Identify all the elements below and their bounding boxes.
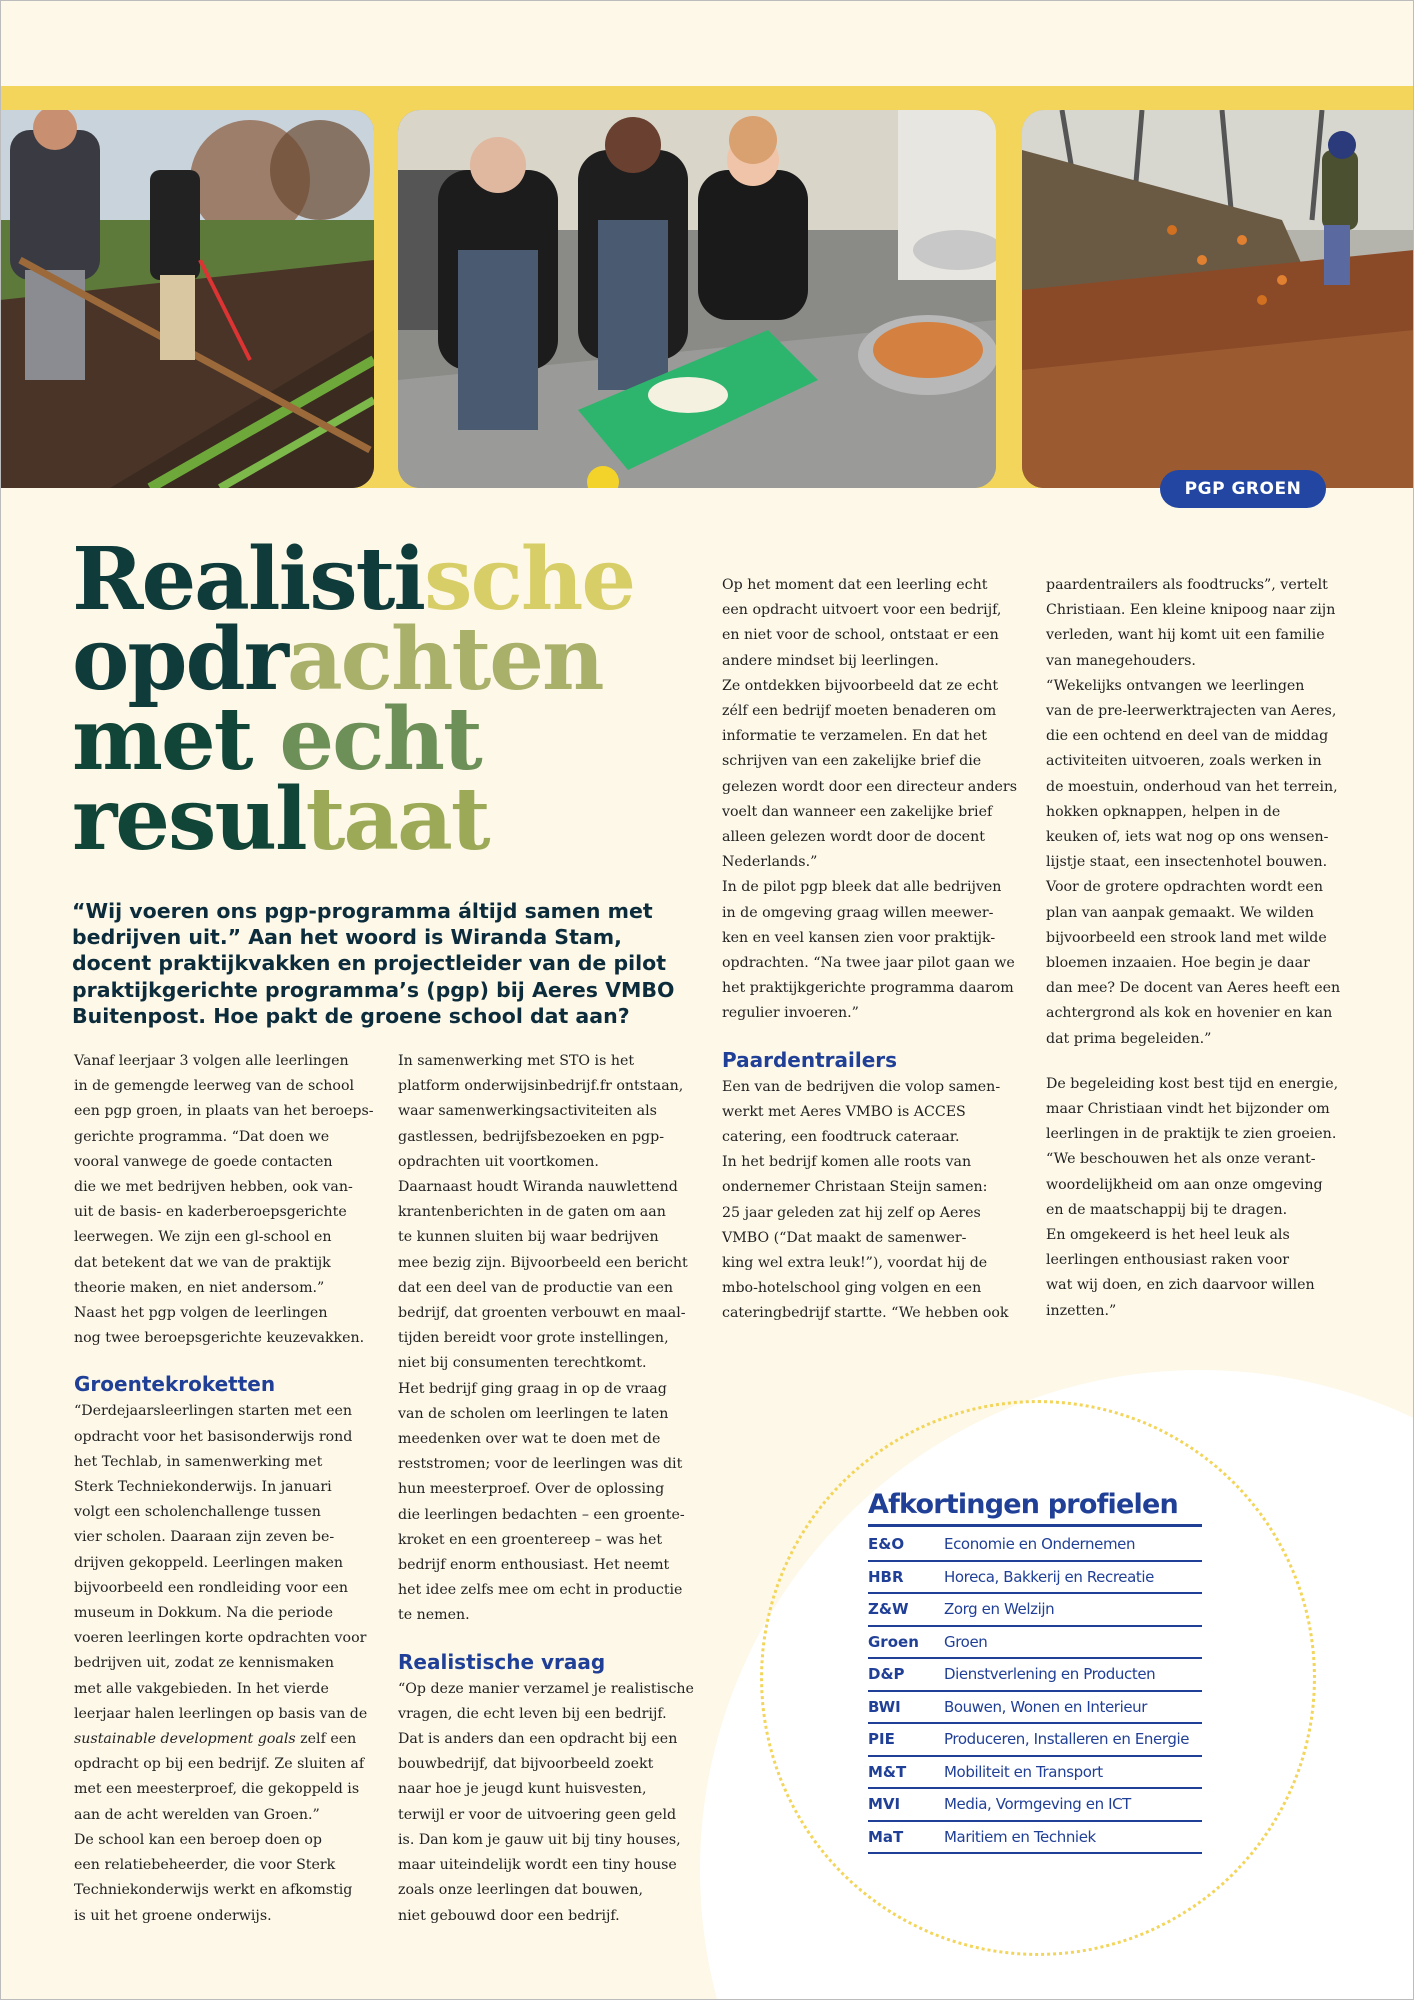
body-line: drijven gekoppeld. Leerlingen maken [74,1554,344,1571]
body-line: die een ochtend en deel van de middag [1046,728,1329,745]
body-line: opdrachten uit voortkomen. [398,1153,599,1170]
body-line: vooral vanwege de goede contacten [74,1153,333,1170]
body-line-italic: sustainable development goals zelf een [74,1731,357,1748]
body-line: bijvoorbeeld een rondleiding voor een [74,1579,349,1596]
body-line: die we met bedrijven hebben, ook van- [74,1179,353,1196]
body-line: Dat is anders dan een opdracht bij een [398,1731,678,1748]
body-line: verleden, want hij komt uit een familie [1046,627,1325,644]
body-line: bouwbedrijf, dat bijvoorbeeld zoekt [398,1756,654,1773]
body-line: platform onderwijsinbedrijf.fr ontstaan, [398,1078,684,1095]
body-line: Daarnaast houdt Wiranda nauwlettend [398,1179,678,1196]
body-line: vier scholen. Daaraan zijn zeven be- [74,1529,335,1546]
body-line: woordelijkheid om aan onze omgeving [1046,1176,1323,1193]
body-line: gastlessen, bedrijfsbezoeken en pgp- [398,1128,664,1145]
body-line: Sterk Techniekonderwijs. In januari [74,1479,332,1496]
abbreviation-row: D&P Dienstverlening en Producten [868,1659,1202,1692]
body-line: hokken opknappen, helpen in de [1046,803,1281,820]
body-line: het idee zelfs mee om echt in productie [398,1582,683,1599]
title-line-4: resultaat [72,768,489,870]
body-line: niet gebouwd door een bedrijf. [398,1907,620,1924]
body-line: maar uiteindelijk wordt een tiny house [398,1857,677,1874]
subheading-groentekroketten: Groentekroketten [74,1372,276,1397]
body-line: plan van aanpak gemaakt. We wilden [1046,904,1314,921]
body-line: VMBO (“Dat maakt de samenwer- [722,1229,967,1246]
body-line: hun meesterproef. Over de oplossing [398,1481,665,1498]
body-line: van de scholen om leerlingen te laten [398,1405,669,1422]
body-line: gerichte programma. “Dat doen we [74,1128,330,1145]
body-line: Ze ontdekken bijvoorbeeld dat ze echt [722,677,999,694]
body-line: het Techlab, in samenwerking met [74,1453,323,1470]
abbreviation-row: PIE Produceren, Installeren en Energie [868,1724,1202,1757]
body-line: meedenken over wat te doen met de [398,1431,661,1448]
body-line: uit de basis- en kaderberoepsgerichte [74,1204,347,1221]
body-line: andere mindset bij leerlingen. [722,652,939,669]
body-line: mee bezig zijn. Bijvoorbeeld een bericht [398,1254,688,1271]
body-line: de moestuin, onderhoud van het terrein, [1046,778,1338,795]
body-line: zélf een bedrijf moeten benaderen om [722,703,997,720]
body-line: “Op deze manier verzamel je realistische [398,1680,694,1697]
body-line: In het bedrijf komen alle roots van [722,1154,972,1171]
abbreviation-row: MaT Maritiem en Techniek [868,1822,1202,1855]
body-line: catering, een foodtruck cateraar. [722,1129,960,1146]
abbreviation-row: MVI Media, Vormgeving en ICT [868,1789,1202,1822]
body-line: Voor de grotere opdrachten wordt een [1046,879,1323,896]
body-line: het praktijkgerichte programma daarom [722,980,1014,997]
subheading-realistische-vraag: Realistische vraag [398,1649,606,1674]
body-line: nog twee beroepsgerichte keuzevakken. [74,1330,365,1347]
body-line: opdracht voor het basisonderwijs rond [74,1428,353,1445]
body-line: mbo-hotelschool ging volgen en een [722,1280,982,1297]
body-line: Op het moment dat een leerling echt [722,577,988,593]
body-line: in de gemengde leerweg van de school [74,1078,355,1095]
body-line: ken en veel kansen zien voor praktijk- [722,929,996,946]
body-line: Nederlands.” [722,854,818,871]
title-line-2: opdrachten [72,608,603,710]
body-line: alleen gelezen wordt door de docent [722,829,985,846]
abbreviation-row: HBR Horeca, Bakkerij en Recreatie [868,1562,1202,1595]
abbreviations-box [868,1488,1202,1854]
body-line: voeren leerlingen korte opdrachten voor [74,1630,367,1647]
body-line: dat een deel van de productie van een [398,1279,673,1296]
body-line: activiteiten uitvoeren, zoals werken in [1046,753,1322,770]
body-line: van manegehouders. [1046,652,1196,669]
abbreviation-row: Groen Groen [868,1627,1202,1660]
body-line: De school kan een beroep doen op [74,1831,322,1848]
article-title [72,529,635,870]
body-line: dat betekent dat we van de praktijk [74,1254,331,1271]
body-line: is. Dan kom je gauw uit bij tiny houses, [398,1831,681,1848]
abbreviation-row: M&T Mobiliteit en Transport [868,1757,1202,1790]
body-line: een pgp groen, in plaats van het beroeps- [74,1103,374,1120]
abbreviation-row: Z&W Zorg en Welzijn [868,1594,1202,1627]
body-line: En omgekeerd is het heel leuk als [1046,1227,1290,1244]
body-line: en niet voor de school, ontstaat er een [722,627,999,644]
body-line: “Derdejaarsleerlingen starten met een [74,1403,353,1420]
body-line: leerjaar halen leerlingen op basis van de [74,1705,368,1722]
body-line: Naast het pgp volgen de leerlingen [74,1305,328,1322]
body-line: Christiaan. Een kleine knipoog naar zijn [1046,602,1336,619]
text-column-2 [398,1049,694,1929]
abbreviation-row: E&O Economie en Ondernemen [868,1529,1202,1562]
body-line: opdrachten. “Na twee jaar pilot gaan we [722,955,1015,972]
body-line: waar samenwerkingsactiviteiten als [398,1103,657,1120]
body-line: regulier invoeren.” [722,1005,859,1022]
photo-kitchen [398,110,996,488]
body-line: en de maatschappij bij te dragen. [1046,1201,1288,1218]
body-line: dan mee? De docent van Aeres heeft een [1046,980,1341,997]
body-line: bedrijf, dat groenten verbouwt en maal- [398,1305,686,1322]
body-line: In de pilot pgp bleek dat alle bedrijven [722,879,1002,896]
text-column-3 [722,573,1017,1327]
body-line: maar Christiaan vindt het bijzonder om [1046,1101,1330,1118]
body-line: gelezen wordt door een directeur anders [722,778,1017,795]
body-line: werkt met Aeres VMBO is ACCES [722,1103,966,1120]
body-line: lijstje staat, een insectenhotel bouwen. [1046,854,1328,871]
body-line: terwijl er voor de uitvoering geen geld [398,1806,677,1823]
body-line: die leerlingen bedachten – een groente- [398,1506,685,1523]
body-line: te kunnen sluiten bij waar bedrijven [398,1229,659,1246]
body-line: “We beschouwen het als onze verant- [1046,1151,1316,1168]
body-line: zoals onze leerlingen dat bouwen, [398,1882,644,1899]
body-line: met alle vakgebieden. In het vierde [74,1680,329,1697]
body-line: 25 jaar geleden zat hij zelf op Aeres [722,1204,981,1221]
body-line: reststromen; voor de leerlingen was dit [398,1456,683,1473]
abbreviation-row: BWI Bouwen, Wonen en Interieur [868,1692,1202,1725]
section-badge: PGP GROEN [1160,470,1326,508]
body-line: aan de acht werelden van Groen.” [74,1806,320,1823]
body-line: schrijven van een zakelijke brief die [722,753,982,770]
body-line: keuken of, iets wat nog op ons wensen- [1046,829,1329,846]
body-line: ondernemer Christaan Steijn samen: [722,1179,988,1196]
body-line: tijden bereidt voor grote instellingen, [398,1330,669,1347]
body-line: voelt dan wanneer een zakelijke brief [722,803,993,820]
body-line: king wel extra leuk!”), voordat hij de [722,1255,988,1272]
body-line: leerwegen. We zijn een gl-school en [74,1229,332,1246]
body-line: Techniekonderwijs werkt en afkomstig [74,1882,353,1899]
abbreviations-title: Afkortingen profielen [868,1488,1202,1527]
body-line: informatie te verzamelen. En dat het [722,728,987,745]
body-line: wat wij doen, en zich daarvoor willen [1046,1277,1315,1294]
text-column-4 [1046,573,1340,1324]
photo-gardening [0,110,374,488]
body-line: Vanaf leerjaar 3 volgen alle leerlingen [74,1053,349,1069]
body-line: krantenberichten in de gaten om aan [398,1204,666,1221]
body-line: bedrijf enorm enthousiast. Het neemt [398,1557,670,1574]
body-line: een opdracht uitvoert voor een bedrijf, [722,602,1002,619]
body-line: inzetten.” [1046,1302,1117,1319]
body-line: te nemen. [398,1607,470,1624]
body-line: met een meesterproef, die gekoppeld is [74,1781,360,1798]
body-line: leerlingen enthousiast raken voor [1046,1252,1290,1269]
body-line: achtergrond als kok en hovenier en kan [1046,1005,1333,1022]
lead-paragraph: “Wij voeren ons pgp-programma áltijd samen met bedrijven uit.” Aan het woord is Wiranda Stam, docent praktijkvakken en projectleider van de pilot praktijkgerichte programma’s (pgp) bij Aeres VMBO Buitenpost. Hoe pakt de groene school dat aan? [72,899,675,1028]
text-column-1 [74,1049,374,1929]
body-line: Het bedrijf ging graag in op de vraag [398,1380,667,1397]
body-line: een relatiebeheerder, die voor Sterk [74,1857,336,1874]
body-line: “Wekelijks ontvangen we leerlingen [1046,677,1305,694]
body-line: kroket en een groentereep – was het [398,1531,663,1548]
subheading-paardentrailers: Paardentrailers [722,1047,898,1072]
title-line-3: met echt [72,688,481,790]
body-line: volgt een scholenchallenge tussen [74,1504,321,1521]
body-line: is uit het groene onderwijs. [74,1907,272,1924]
body-line: niet bij consumenten terechtkomt. [398,1355,647,1372]
title-line-1: Realistische [72,529,635,630]
body-line: bloemen inzaaien. Hoe begin je daar [1046,955,1310,972]
paragraph-gap [1046,1052,1340,1072]
body-line: dat prima begeleiden.” [1046,1030,1212,1047]
photo-leaves [1022,110,1414,488]
body-line: Een van de bedrijven die volop samen- [722,1078,1001,1095]
body-line: paardentrailers als foodtrucks”, vertelt [1046,577,1328,593]
body-line: cateringbedrijf startte. “We hebben ook [722,1305,1009,1322]
body-line: bijvoorbeeld een strook land met wilde [1046,929,1327,946]
body-line: van de pre-leerwerktrajecten van Aeres, [1046,703,1337,720]
body-line: vragen, die echt leven bij een bedrijf. [398,1705,667,1722]
body-line: leerlingen in de praktijk te zien groeien. [1046,1126,1337,1143]
body-line: In samenwerking met STO is het [398,1053,635,1069]
body-line: museum in Dokkum. Na die periode [74,1605,333,1622]
body-line: theorie maken, en niet andersom.” [74,1279,325,1296]
body-line: bedrijven uit, zodat ze kennismaken [74,1655,335,1672]
body-line: naar hoe je jeugd kunt huisvesten, [398,1781,647,1798]
body-line: De begeleiding kost best tijd en energie, [1046,1075,1339,1092]
body-line: opdracht op bij een bedrijf. Ze sluiten af [74,1756,365,1773]
body-line: in de omgeving graag willen meewer- [722,904,994,921]
